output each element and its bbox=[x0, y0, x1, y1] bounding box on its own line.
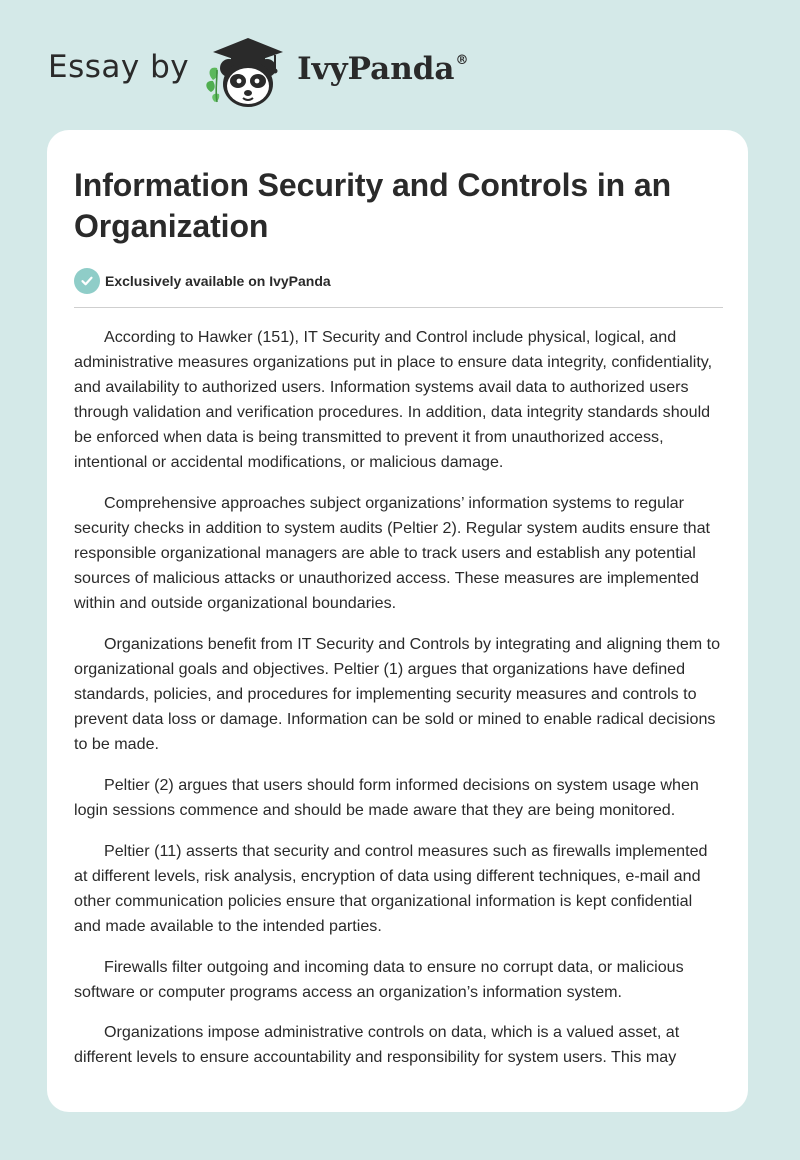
brand-text: IvyPanda bbox=[297, 51, 455, 87]
exclusive-badge bbox=[74, 268, 722, 294]
paragraph: Organizations benefit from IT Security and Controls by integrating and aligning them to organizational goals and objectives. Peltier (1) argues that organizations have defined standards, policies, and procedures for implementing security measures and controls to prevent data loss or damage. Information can be sold or mined to enable radical decisions to be made. bbox=[74, 635, 721, 754]
paragraph: Comprehensive approaches subject organizations’ information systems to regular security checks in addition to system audits (Peltier 2). Regular system audits ensure that responsible organizational managers are able to track users and establish any potential sources of malicious attacks or unauthorized access. These measures are implemented within and outside organizational boundaries. bbox=[74, 494, 710, 613]
paragraph: Peltier (11) asserts that security and control measures such as firewalls implemented at different levels, risk analysis, encryption of data using different techniques, e-mail and other communication policies ensure that organizational information is kept confidential and made available to the intended parties. bbox=[74, 841, 708, 935]
leaf-icon bbox=[206, 81, 214, 92]
brand-name[interactable] bbox=[297, 51, 468, 87]
registered-mark: ® bbox=[455, 53, 469, 68]
divider bbox=[74, 307, 723, 308]
check-circle-icon bbox=[74, 268, 100, 294]
essay-card bbox=[47, 130, 748, 1112]
panda-graduate-icon bbox=[203, 30, 293, 110]
essay-by-label: Essay by bbox=[48, 49, 190, 85]
paragraph: Firewalls filter outgoing and incoming data to ensure no corrupt data, or malicious software or computer programs access an organization’s information system. bbox=[74, 957, 684, 1001]
paragraph: Peltier (2) argues that users should form informed decisions on system usage when login sessions commence and should be made aware that they are being monitored. bbox=[74, 776, 699, 820]
page-title: Information Security and Controls in an Organization bbox=[74, 167, 672, 244]
site-header bbox=[48, 30, 469, 110]
paragraph: Organizations impose administrative controls on data, which is a valued asset, at different levels to ensure accountability and responsibility for system users. This may bbox=[74, 1023, 680, 1067]
essay-body bbox=[74, 325, 722, 1070]
paragraph: According to Hawker (151), IT Security and Control include physical, logical, and administrative measures organizations put in place to ensure data integrity, confidentiality, and availability to authorized users. Information systems avail data to authorized users through validation and verification procedures. In addition, data integrity standards should be enforced when data is being transmitted to prevent it from unauthorized access, intentional or accidental modifications, or malicious damage. bbox=[74, 328, 713, 472]
exclusive-badge-label: Exclusively available on IvyPanda bbox=[105, 273, 331, 289]
ivypanda-logo-icon[interactable] bbox=[203, 30, 293, 110]
